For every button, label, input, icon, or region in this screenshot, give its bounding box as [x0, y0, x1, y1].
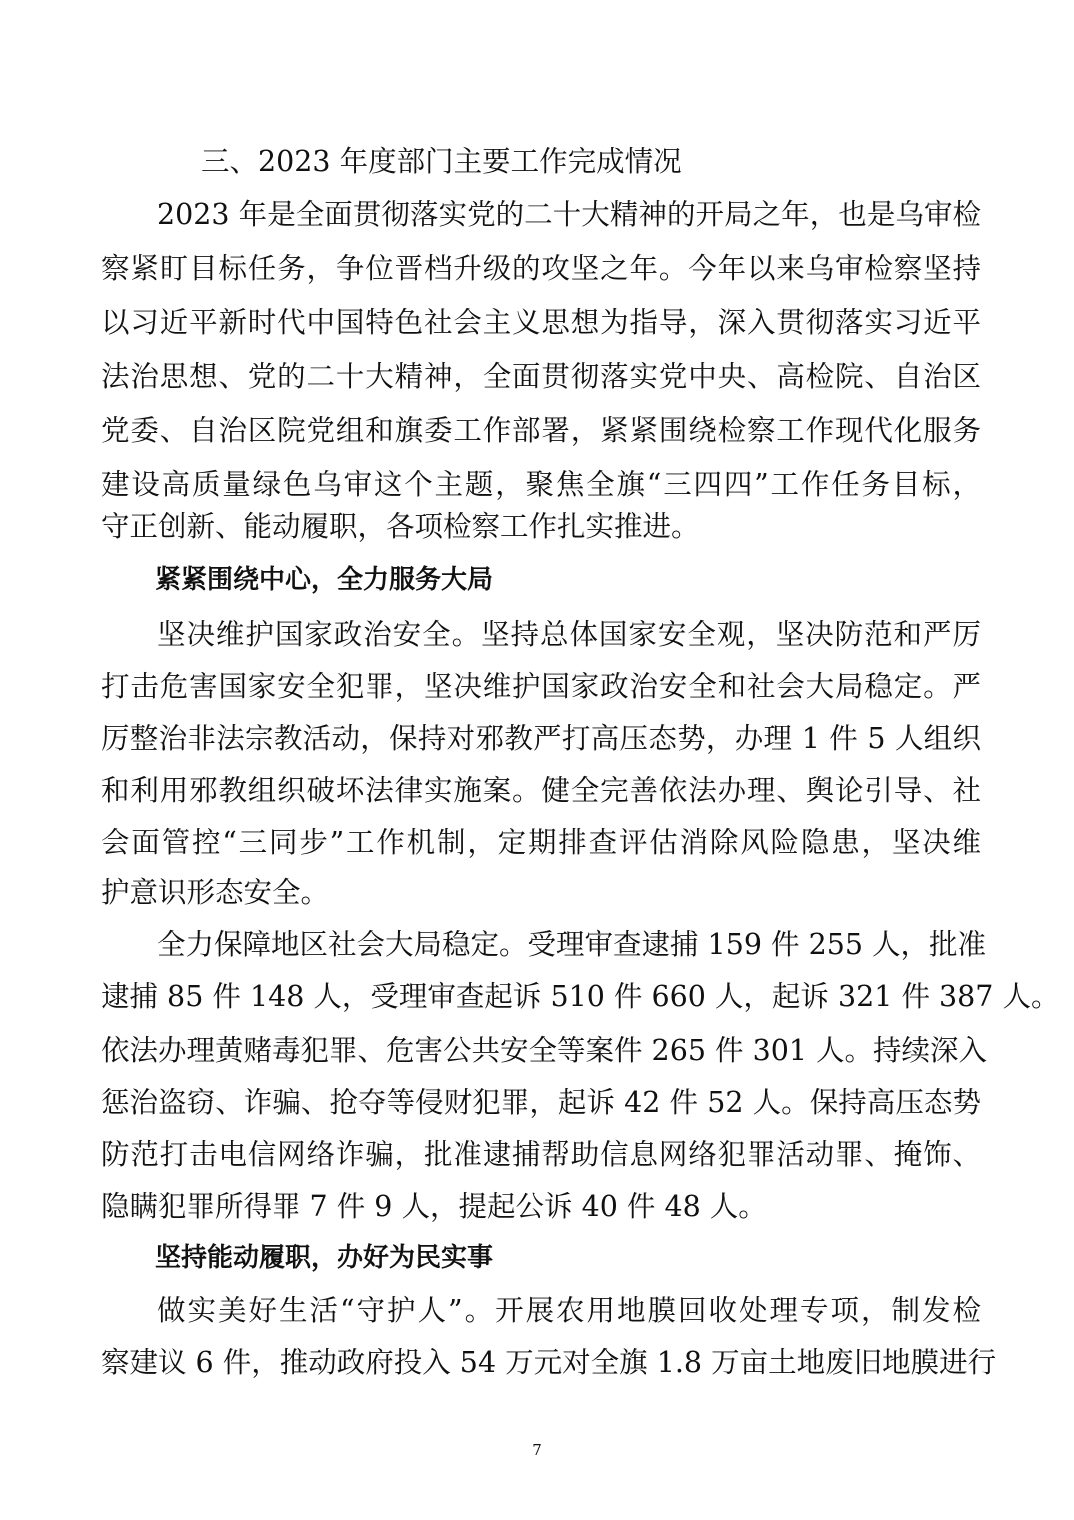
security-line-5: 会面管控“三同步”工作机制，定期排查评估消除风险隐患，坚决维 [101, 826, 981, 859]
intro-line-4: 法治思想、党的二十大精神，全面贯彻落实党中央、高检院、自治区 [101, 360, 981, 393]
stability-line-3: 依法办理黄赌毒犯罪、危害公共安全等案件 265 件 301 人。持续深入 [101, 1034, 988, 1067]
security-line-2: 打击危害国家安全犯罪，坚决维护国家政治安全和社会大局稳定。严 [101, 670, 981, 703]
intro-line-3: 以习近平新时代中国特色社会主义思想为指导，深入贯彻落实习近平 [101, 306, 981, 339]
subheading-livelihood: 坚持能动履职，办好为民实事 [155, 1243, 494, 1273]
security-line-6: 护意识形态安全。 [101, 876, 330, 909]
security-line-3: 厉整治非法宗教活动，保持对邪教严打高压态势，办理 1 件 5 人组织 [101, 722, 981, 755]
intro-line-5: 党委、自治区院党组和旗委工作部署，紧紧围绕检察工作现代化服务 [101, 414, 981, 447]
section-title: 三、2023 年度部门主要工作完成情况 [201, 145, 682, 178]
security-line-1: 坚决维护国家政治安全。坚持总体国家安全观，坚决防范和严厉 [157, 618, 981, 651]
stability-line-1: 全力保障地区社会大局稳定。受理审查逮捕 159 件 255 人，批准 [157, 928, 987, 961]
intro-line-2: 察紧盯目标任务，争位晋档升级的攻坚之年。今年以来乌审检察坚持 [101, 252, 981, 285]
stability-line-5: 防范打击电信网络诈骗，批准逮捕帮助信息网络犯罪活动罪、掩饰、 [101, 1138, 981, 1171]
stability-line-6: 隐瞒犯罪所得罪 7 件 9 人，提起公诉 40 件 48 人。 [101, 1190, 767, 1223]
intro-line-7: 守正创新、能动履职，各项检察工作扎实推进。 [101, 510, 700, 543]
intro-line-1: 2023 年是全面贯彻落实党的二十大精神的开局之年，也是乌审检 [157, 198, 981, 231]
livelihood-line-1: 做实美好生活“守护人”。开展农用地膜回收处理专项，制发检 [157, 1294, 981, 1327]
subheading-serve-overall: 紧紧围绕中心，全力服务大局 [155, 565, 494, 595]
livelihood-line-2: 察建议 6 件，推动政府投入 54 万元对全旗 1.8 万亩土地废旧地膜进行 [101, 1346, 997, 1379]
intro-line-6: 建设高质量绿色乌审这个主题，聚焦全旗“三四四”工作任务目标， [101, 468, 981, 501]
stability-line-2: 逮捕 85 件 148 人，受理审查起诉 510 件 660 人，起诉 321 件 387 人。 [101, 980, 1060, 1013]
stability-line-4: 惩治盗窃、诈骗、抢夺等侵财犯罪，起诉 42 件 52 人。保持高压态势 [101, 1086, 981, 1119]
page-number: 7 [532, 1441, 542, 1459]
security-line-4: 和利用邪教组织破坏法律实施案。健全完善依法办理、舆论引导、社 [101, 774, 981, 807]
